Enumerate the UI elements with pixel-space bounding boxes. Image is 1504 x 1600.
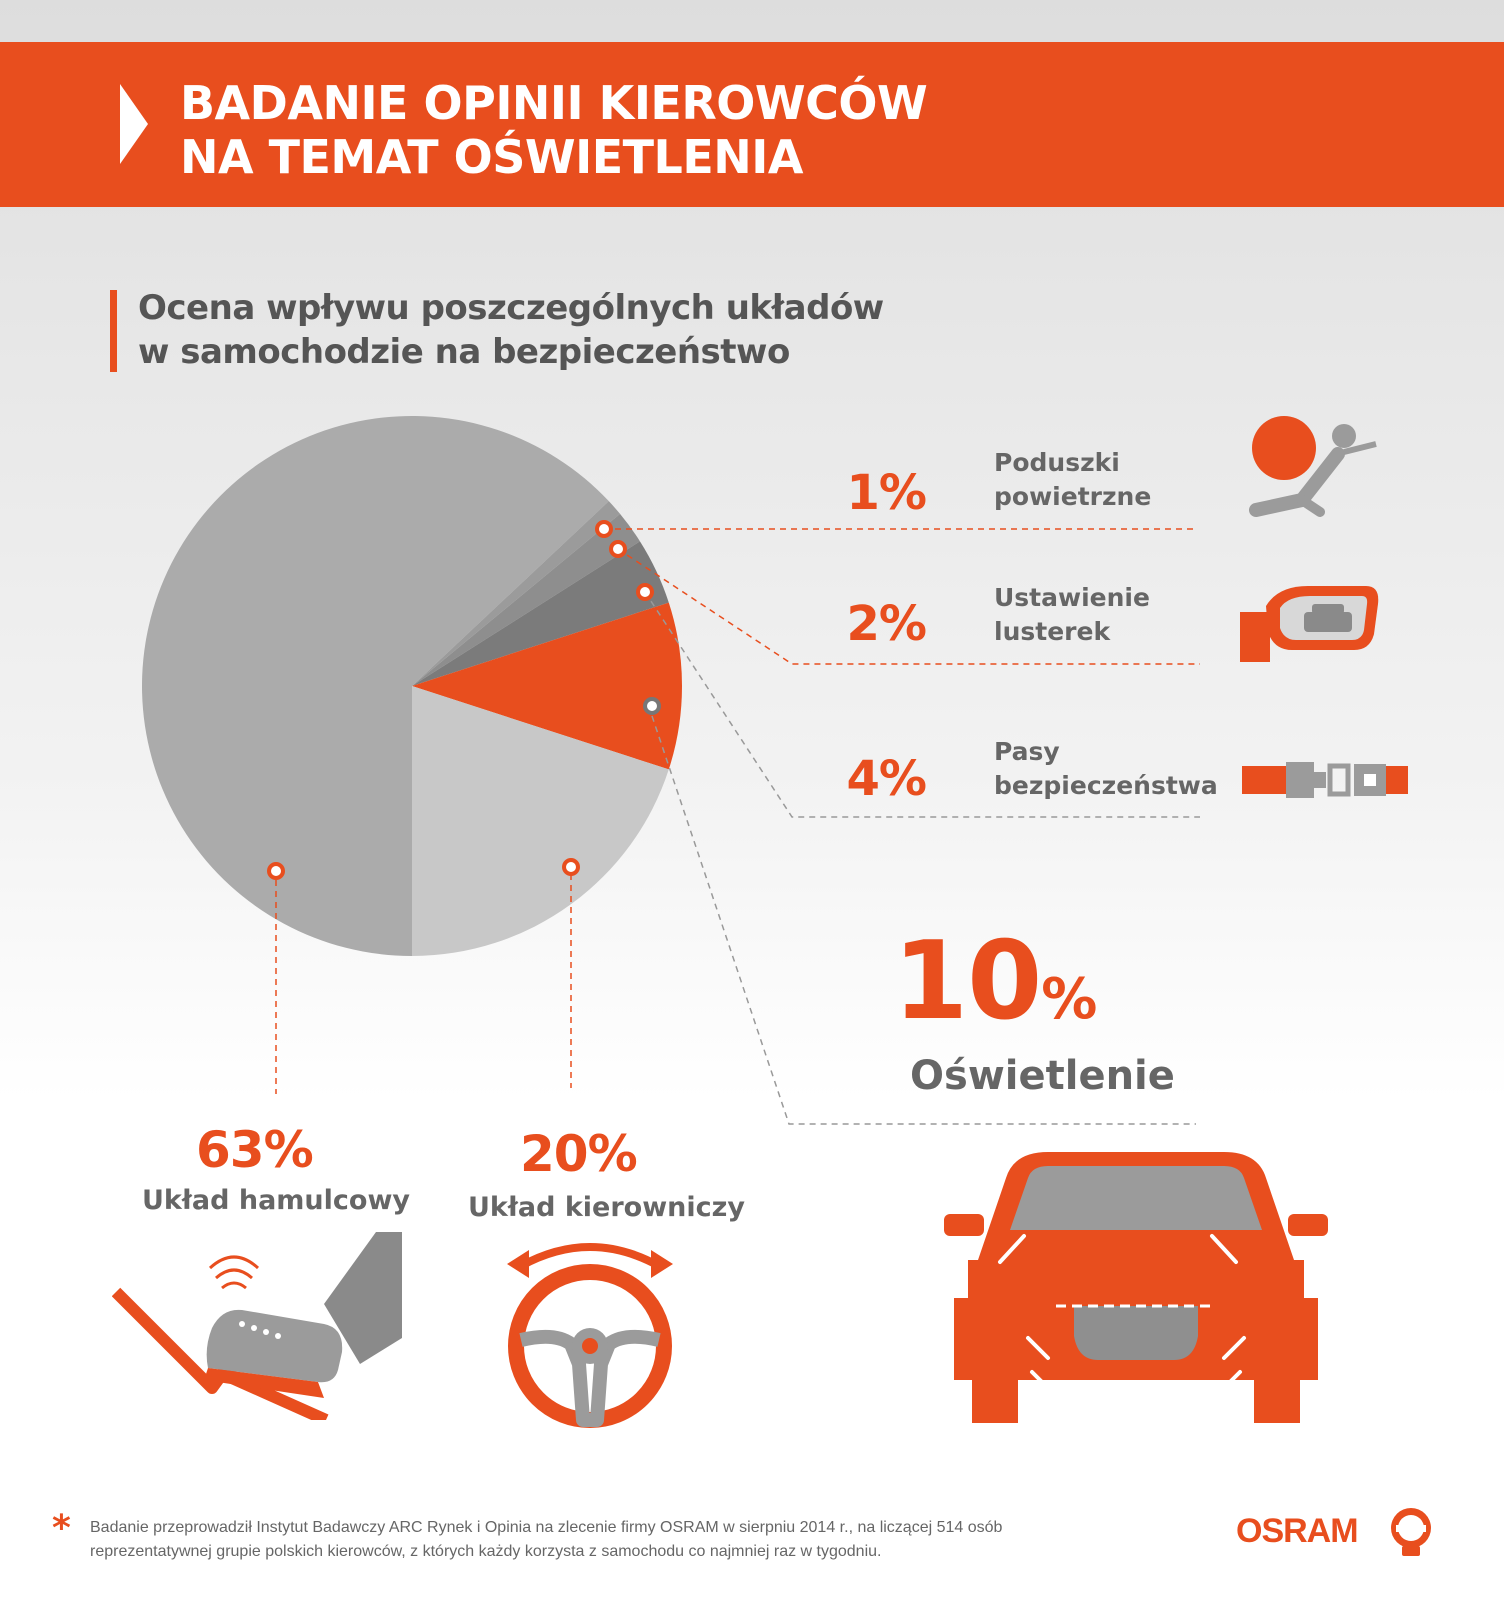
label-brakes-pct: 63% (196, 1121, 313, 1179)
airbag-icon (1240, 408, 1380, 533)
footnote-line-2: reprezentatywnej grupie polskich kierowców, z których każdy korzysta z samochodu co najmniej raz w tygodniu. (90, 1543, 882, 1560)
marker-steering (564, 860, 578, 874)
label-airbags-line1: Poduszki (994, 448, 1120, 477)
osram-logo-icon (1388, 1506, 1434, 1558)
label-lighting-name: Oświetlenie (910, 1053, 1175, 1099)
label-mirrors-name (994, 581, 1224, 649)
marker-airbags (597, 522, 611, 536)
label-lighting-number: 10 (893, 919, 1042, 1044)
subtitle-line-2: w samochodzie na bezpieczeństwo (138, 332, 790, 372)
label-lighting-percent-sign: % (1041, 967, 1097, 1032)
label-airbags-name (994, 446, 1224, 514)
marker-mirrors (611, 542, 625, 556)
car-front-icon (944, 1148, 1329, 1423)
mirror-icon (1238, 582, 1384, 664)
footnote (90, 1516, 1170, 1564)
subtitle-line-1: Ocena wpływu poszczególnych układów (138, 288, 884, 328)
label-belts-line2: bezpieczeństwa (994, 771, 1218, 800)
pie-slices (142, 416, 682, 956)
label-brakes-name: Układ hamulcowy (142, 1185, 410, 1216)
brake-pedal-icon (112, 1228, 402, 1420)
steering-wheel-icon (505, 1236, 675, 1432)
brand-logo-text: OSRAM (1236, 1512, 1358, 1550)
seatbelt-icon (1240, 760, 1410, 800)
label-lighting-pct (893, 919, 1097, 1060)
label-mirrors-line2: lusterek (994, 617, 1111, 646)
label-mirrors-pct: 2% (846, 596, 926, 652)
footnote-asterisk: * (52, 1508, 71, 1549)
label-airbags-line2: powietrzne (994, 482, 1152, 511)
label-mirrors-line1: Ustawienie (994, 583, 1150, 612)
marker-belts (638, 585, 652, 599)
label-belts-name (994, 735, 1224, 803)
title-line-1: BADANIE OPINII KIEROWCÓW (180, 76, 928, 130)
label-steering-pct: 20% (520, 1125, 637, 1183)
marker-brakes (269, 864, 283, 878)
footnote-line-1: Badanie przeprowadził Instytut Badawczy ARC Rynek i Opinia na zlecenie firmy OSRAM w sierpniu 2014 r., na liczącej 514 osób (90, 1519, 1003, 1536)
label-belts-pct: 4% (846, 751, 926, 807)
label-belts-line1: Pasy (994, 737, 1060, 766)
label-steering-name: Układ kierowniczy (468, 1192, 745, 1223)
marker-lighting (645, 699, 659, 713)
title-line-2: NA TEMAT OŚWIETLENIA (180, 130, 803, 184)
label-airbags-pct: 1% (846, 465, 926, 521)
